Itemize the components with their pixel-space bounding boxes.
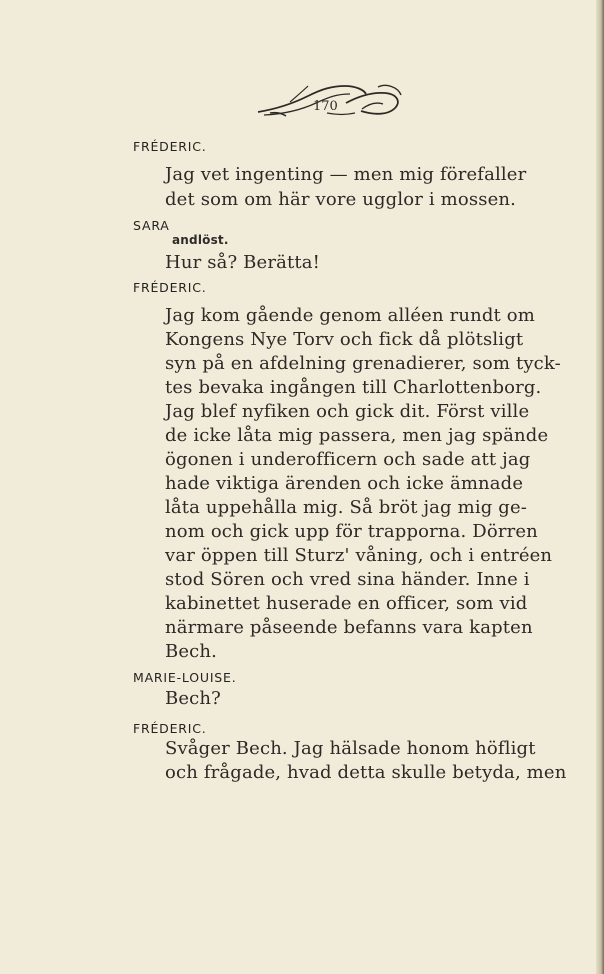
speaker-name: FRÉDERIC.	[133, 721, 207, 736]
speaker-name: FRÉDERIC.	[133, 280, 207, 295]
stage-direction: andlöst.	[172, 233, 229, 247]
dialogue-line: Svåger Bech. Jag hälsade honom höfligt	[165, 738, 536, 759]
dialogue-line: ögonen i underofficern och sade att jag	[165, 449, 531, 470]
dialogue-line: de icke låta mig passera, men jag spände	[165, 425, 549, 446]
dialogue-line: Jag kom gående genom alléen rundt om	[165, 305, 535, 326]
dialogue-line: stod Sören och vred sina händer. Inne i	[165, 569, 530, 590]
dialogue-line: Jag blef nyfiken och gick dit. Först ville	[165, 401, 530, 422]
dialogue-line: kabinettet huserade en officer, som vid	[165, 593, 528, 614]
dialogue-line: låta uppehålla mig. Så bröt jag mig ge-	[165, 497, 527, 518]
dialogue-line: Jag vet ingenting — men mig förefaller	[165, 164, 527, 185]
dialogue-line: nom och gick upp för trapporna. Dörren	[165, 521, 538, 542]
dialogue-line: Bech.	[165, 641, 218, 662]
dialogue-line: och frågade, hvad detta skulle betyda, men	[165, 762, 567, 783]
speaker-name: FRÉDERIC.	[133, 139, 207, 154]
dialogue-line: syn på en afdelning grenadierer, som tyck-	[165, 353, 561, 374]
page-edge-shadow	[596, 0, 604, 974]
dialogue-line: Hur så? Berätta!	[165, 252, 321, 273]
speaker-name: SARA	[133, 218, 170, 233]
dialogue-line: tes bevaka ingången till Charlottenborg.	[165, 377, 542, 398]
dialogue-line: det som om här vore ugglor i mossen.	[165, 189, 517, 210]
speaker-name: MARIE-LOUISE.	[133, 670, 237, 685]
dialogue-line: hade viktiga ärenden och icke ämnade	[165, 473, 524, 494]
dialogue-line: var öppen till Sturz' våning, och i entréen	[165, 545, 553, 566]
dialogue-line: närmare påseende befanns vara kapten	[165, 617, 533, 638]
page-number: 170	[313, 99, 338, 114]
dialogue-line: Kongens Nye Torv och fick då plötsligt	[165, 329, 524, 350]
dialogue-line: Bech?	[165, 688, 221, 709]
